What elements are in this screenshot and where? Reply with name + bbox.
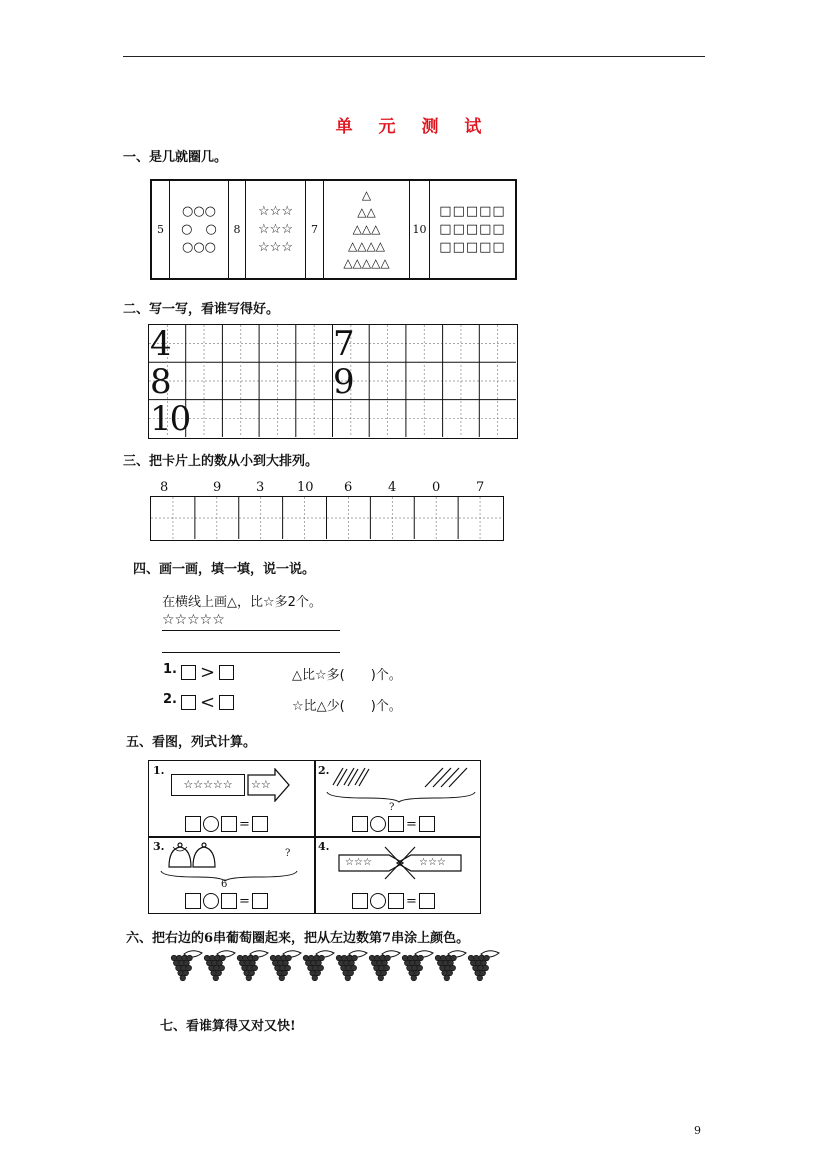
q1-triangles: [324, 181, 410, 278]
q1-triangle-row: △△: [357, 205, 376, 219]
grape-bunch-icon[interactable]: [369, 951, 400, 981]
q1-num-7: 7: [306, 181, 324, 278]
q4-line-1: [162, 630, 340, 631]
section-6-heading: 六、把右边的6串葡萄圈起来，把从左边数第7串涂上颜色。: [126, 931, 470, 946]
q1-squares: [430, 181, 515, 278]
pencil-group-left-icon: [329, 765, 381, 789]
q1-circle-row: ○○○: [181, 203, 217, 219]
q1-num-8: 8: [229, 181, 246, 278]
answer-box[interactable]: [419, 816, 435, 832]
q4-stars: ☆☆☆☆☆: [162, 612, 225, 628]
q5-equation-4: [352, 893, 435, 909]
operator-circle[interactable]: [203, 893, 219, 909]
operator-circle[interactable]: [370, 816, 386, 832]
grape-bunch-icon[interactable]: [171, 951, 202, 981]
q5-equation-2: [352, 816, 435, 832]
grape-bunch-icon[interactable]: [435, 951, 466, 981]
q5-star-card: ☆☆☆☆☆: [171, 774, 245, 796]
q4-item2-text: ☆比△少( )个。: [292, 699, 402, 714]
q1-table: [150, 179, 517, 280]
q1-triangle-row: △△△: [352, 222, 381, 236]
page-number: 9: [694, 1124, 701, 1137]
less-sign: <: [200, 692, 216, 713]
equals-sign: =: [239, 893, 250, 909]
card-9: 9: [213, 480, 222, 495]
answer-box[interactable]: [181, 695, 196, 710]
q4-line-2[interactable]: [162, 652, 340, 653]
header-rule: [123, 56, 705, 57]
q5-total-six: 6: [221, 879, 228, 890]
page-title: 单 元 测 试: [335, 117, 492, 137]
equals-sign: =: [406, 893, 417, 909]
section-3-heading: 三、把卡片上的数从小到大排列。: [123, 454, 319, 469]
section-4-heading: 四、画一画，填一填，说一说。: [133, 562, 316, 577]
digit-7: 7: [333, 324, 355, 364]
q5-equation-3: [185, 893, 268, 909]
grape-bunch-icon[interactable]: [468, 951, 499, 981]
q4-item1-compare: [181, 662, 234, 683]
q1-num-5: 5: [152, 181, 170, 278]
answer-box[interactable]: [181, 665, 196, 680]
grape-bunch-icon[interactable]: [336, 951, 367, 981]
q5-panel4-label: 4.: [318, 840, 330, 853]
grape-bunch-icon[interactable]: [270, 951, 301, 981]
grape-bunch-icon[interactable]: [402, 951, 433, 981]
card-10: 10: [297, 480, 314, 495]
q5-panel3-label: 3.: [153, 840, 165, 853]
q1-star-row: ☆☆☆: [258, 239, 293, 255]
answer-box[interactable]: [185, 816, 201, 832]
q5-equation-1: [185, 816, 268, 832]
operator-circle[interactable]: [203, 816, 219, 832]
q1-square-row: □□□□□: [439, 239, 506, 255]
q1-triangle-row: △: [361, 188, 372, 202]
q5-cross-right-stars: ☆☆☆: [419, 857, 446, 868]
q4-instruction: 在横线上画△，比☆多2个。: [162, 595, 322, 610]
answer-box[interactable]: [185, 893, 201, 909]
q5-cross-left-stars: ☆☆☆: [345, 857, 372, 868]
q4-item2-number: 2.: [163, 692, 177, 707]
q5-divider-h: [149, 836, 480, 838]
answer-box[interactable]: [388, 893, 404, 909]
section-7-heading: 七、看谁算得又对又快!: [160, 1019, 296, 1034]
q5-question-mark-3: ?: [285, 848, 291, 859]
card-7: 7: [476, 480, 485, 495]
q5-panel1-label: 1.: [153, 764, 165, 777]
bell-icon: [163, 841, 221, 871]
answer-box[interactable]: [352, 816, 368, 832]
answer-box[interactable]: [221, 816, 237, 832]
q4-item1-number: 1.: [163, 662, 177, 677]
digit-8: 8: [150, 362, 172, 402]
q4-item1-text: △比☆多( )个。: [292, 668, 402, 683]
q5-question-mark: ?: [389, 802, 395, 813]
brace-icon: [325, 790, 477, 804]
answer-box[interactable]: [252, 893, 268, 909]
greater-sign: >: [200, 662, 216, 683]
q5-panel2-label: 2.: [318, 764, 330, 777]
q1-square-row: □□□□□: [439, 221, 506, 237]
digit-10: 10: [150, 399, 190, 439]
answer-box[interactable]: [419, 893, 435, 909]
writing-grid[interactable]: [148, 324, 518, 439]
card-8: 8: [160, 480, 169, 495]
equals-sign: =: [239, 816, 250, 832]
q1-triangle-row: △△△△△: [343, 256, 390, 270]
q5-arrow-stars: ☆☆: [251, 778, 271, 791]
q1-triangle-row: △△△△: [348, 239, 385, 253]
operator-circle[interactable]: [370, 893, 386, 909]
q1-star-row: ☆☆☆: [258, 203, 293, 219]
answer-box[interactable]: [221, 893, 237, 909]
q1-circle-row: ○ ○: [181, 221, 217, 237]
digit-4: 4: [150, 324, 172, 364]
q1-num-10: 10: [410, 181, 430, 278]
pencil-group-right-icon: [421, 765, 475, 791]
answer-box[interactable]: [252, 816, 268, 832]
section-1-heading: 一、是几就圈几。: [123, 150, 228, 165]
q1-stars: [246, 181, 306, 278]
card-3: 3: [256, 480, 265, 495]
digit-9: 9: [333, 362, 355, 402]
answer-box[interactable]: [219, 665, 234, 680]
card-6: 6: [344, 480, 353, 495]
q1-star-row: ☆☆☆: [258, 221, 293, 237]
q5-panel-grid: [148, 760, 481, 914]
section-5-heading: 五、看图，列式计算。: [126, 735, 257, 750]
q1-circles: [170, 181, 229, 278]
grape-bunch-icon[interactable]: [237, 951, 268, 981]
section-2-heading: 二、写一写，看谁写得好。: [123, 302, 280, 317]
ordering-grid-lines: [151, 497, 502, 539]
card-4: 4: [388, 480, 397, 495]
answer-box[interactable]: [219, 695, 234, 710]
ordering-grid[interactable]: [150, 496, 504, 541]
grape-bunch-icon[interactable]: [303, 951, 334, 981]
answer-box[interactable]: [352, 893, 368, 909]
q1-square-row: □□□□□: [439, 203, 506, 219]
grape-bunch-icon[interactable]: [204, 951, 235, 981]
answer-box[interactable]: [388, 816, 404, 832]
card-0: 0: [432, 480, 441, 495]
brace-icon: [159, 869, 299, 883]
equals-sign: =: [406, 816, 417, 832]
grapes-row[interactable]: [170, 948, 510, 984]
q4-item2-compare: [181, 692, 234, 713]
q1-circle-row: ○○○: [181, 239, 217, 255]
